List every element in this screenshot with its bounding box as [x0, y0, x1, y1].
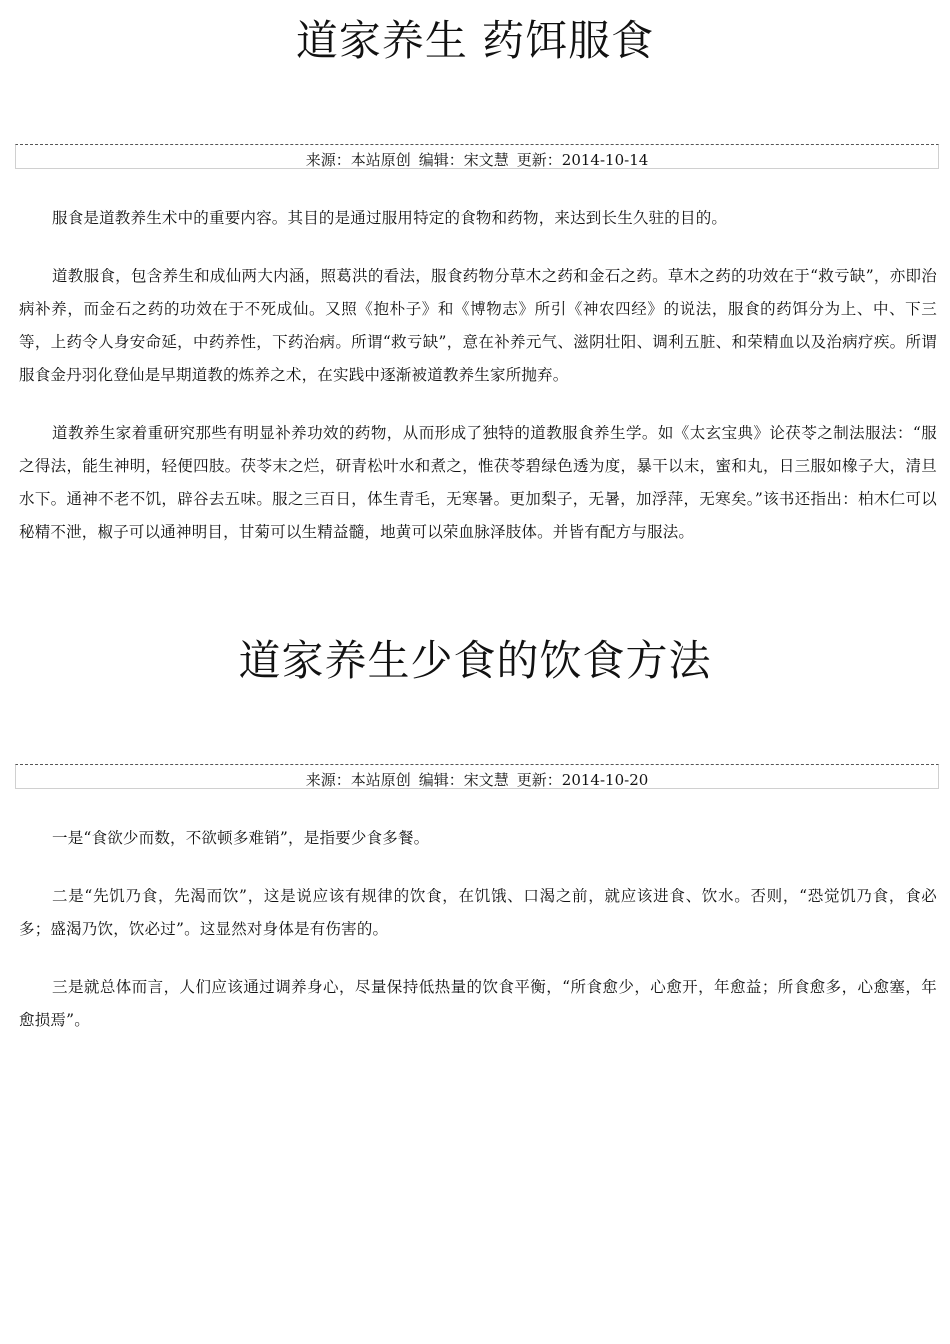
- updated-label: 更新：: [516, 771, 562, 789]
- source-value: 本站原创: [350, 771, 411, 789]
- updated-date: 2014-10-20: [561, 771, 649, 789]
- article-meta: [15, 764, 939, 789]
- paragraph: 二是“先饥乃食，先渴而饮”，这是说应该有规律的饮食，在饥饿、口渴之前，就应该进食、饮水。否则，“恐觉饥乃食，食必多；盛渴乃饮，饮必过”。这显然对身体是有伤害的。: [19, 887, 937, 938]
- source-value: 本站原创: [350, 151, 411, 169]
- article-title: 道家养生少食的饮食方法: [238, 636, 712, 685]
- article-meta: [15, 144, 939, 169]
- paragraph: 一是“食欲少而数，不欲顿多难销”，是指要少食多餐。: [52, 829, 430, 847]
- paragraph: 服食是道教养生术中的重要内容。其目的是通过服用特定的食物和药物，来达到长生久驻的目的。: [52, 209, 728, 227]
- article-title: 道家养生 药饵服食: [295, 16, 655, 65]
- updated-label: 更新：: [516, 151, 562, 169]
- article-1: [0, 0, 950, 541]
- paragraph: 道教养生家着重研究那些有明显补养功效的药物，从而形成了独特的道教服食养生学。如《太玄宝典》论茯苓之制法服法：“服之得法，能生神明，轻便四肢。茯苓末之烂，研青松叶水和煮之，惟茯苓碧绿色透为度，暴干以末，蜜和丸，日三服如橡子大，清旦水下。通神不老不饥，辟谷去五味。服之三百日，体生青毛，无寒暑。更加梨子，无暑，加浮萍，无寒矣。”该书还指出：柏木仁可以秘精不泄，椒子可以通神明目，甘菊可以生精益髓，地黄可以荣血脉泽肢体。并皆有配方与服法。: [19, 424, 937, 541]
- updated-date: 2014-10-14: [561, 151, 649, 169]
- editor-label: 编辑：: [418, 151, 464, 169]
- source-label: 来源：: [305, 771, 351, 789]
- paragraph: 道教服食，包含养生和成仙两大内涵，照葛洪的看法，服食药物分草木之药和金石之药。草木之药的功效在于“救亏缺”，亦即治病补养，而金石之药的功效在于不死成仙。又照《抱朴子》和《博物志》所引《神农四经》的说法，服食的药饵分为上、中、下三等，上药令人身安命延，中药养性，下药治病。所谓“救亏缺”，意在补养元气、滋阴壮阳、调利五脏、和荣精血以及治病疗疾。所谓服食金丹羽化登仙是早期道教的炼养之术，在实践中逐渐被道教养生家所抛弃。: [19, 267, 937, 384]
- editor-value: 宋文慧: [463, 151, 509, 169]
- source-label: 来源：: [305, 151, 351, 169]
- editor-value: 宋文慧: [463, 771, 509, 789]
- article-2: [0, 620, 950, 1029]
- paragraph: 三是就总体而言，人们应该通过调养身心，尽量保持低热量的饮食平衡，“所食愈少，心愈开，年愈益；所食愈多，心愈塞，年愈损焉”。: [19, 978, 937, 1029]
- article-body: [19, 202, 937, 574]
- editor-label: 编辑：: [418, 771, 464, 789]
- article-body: [19, 822, 937, 1062]
